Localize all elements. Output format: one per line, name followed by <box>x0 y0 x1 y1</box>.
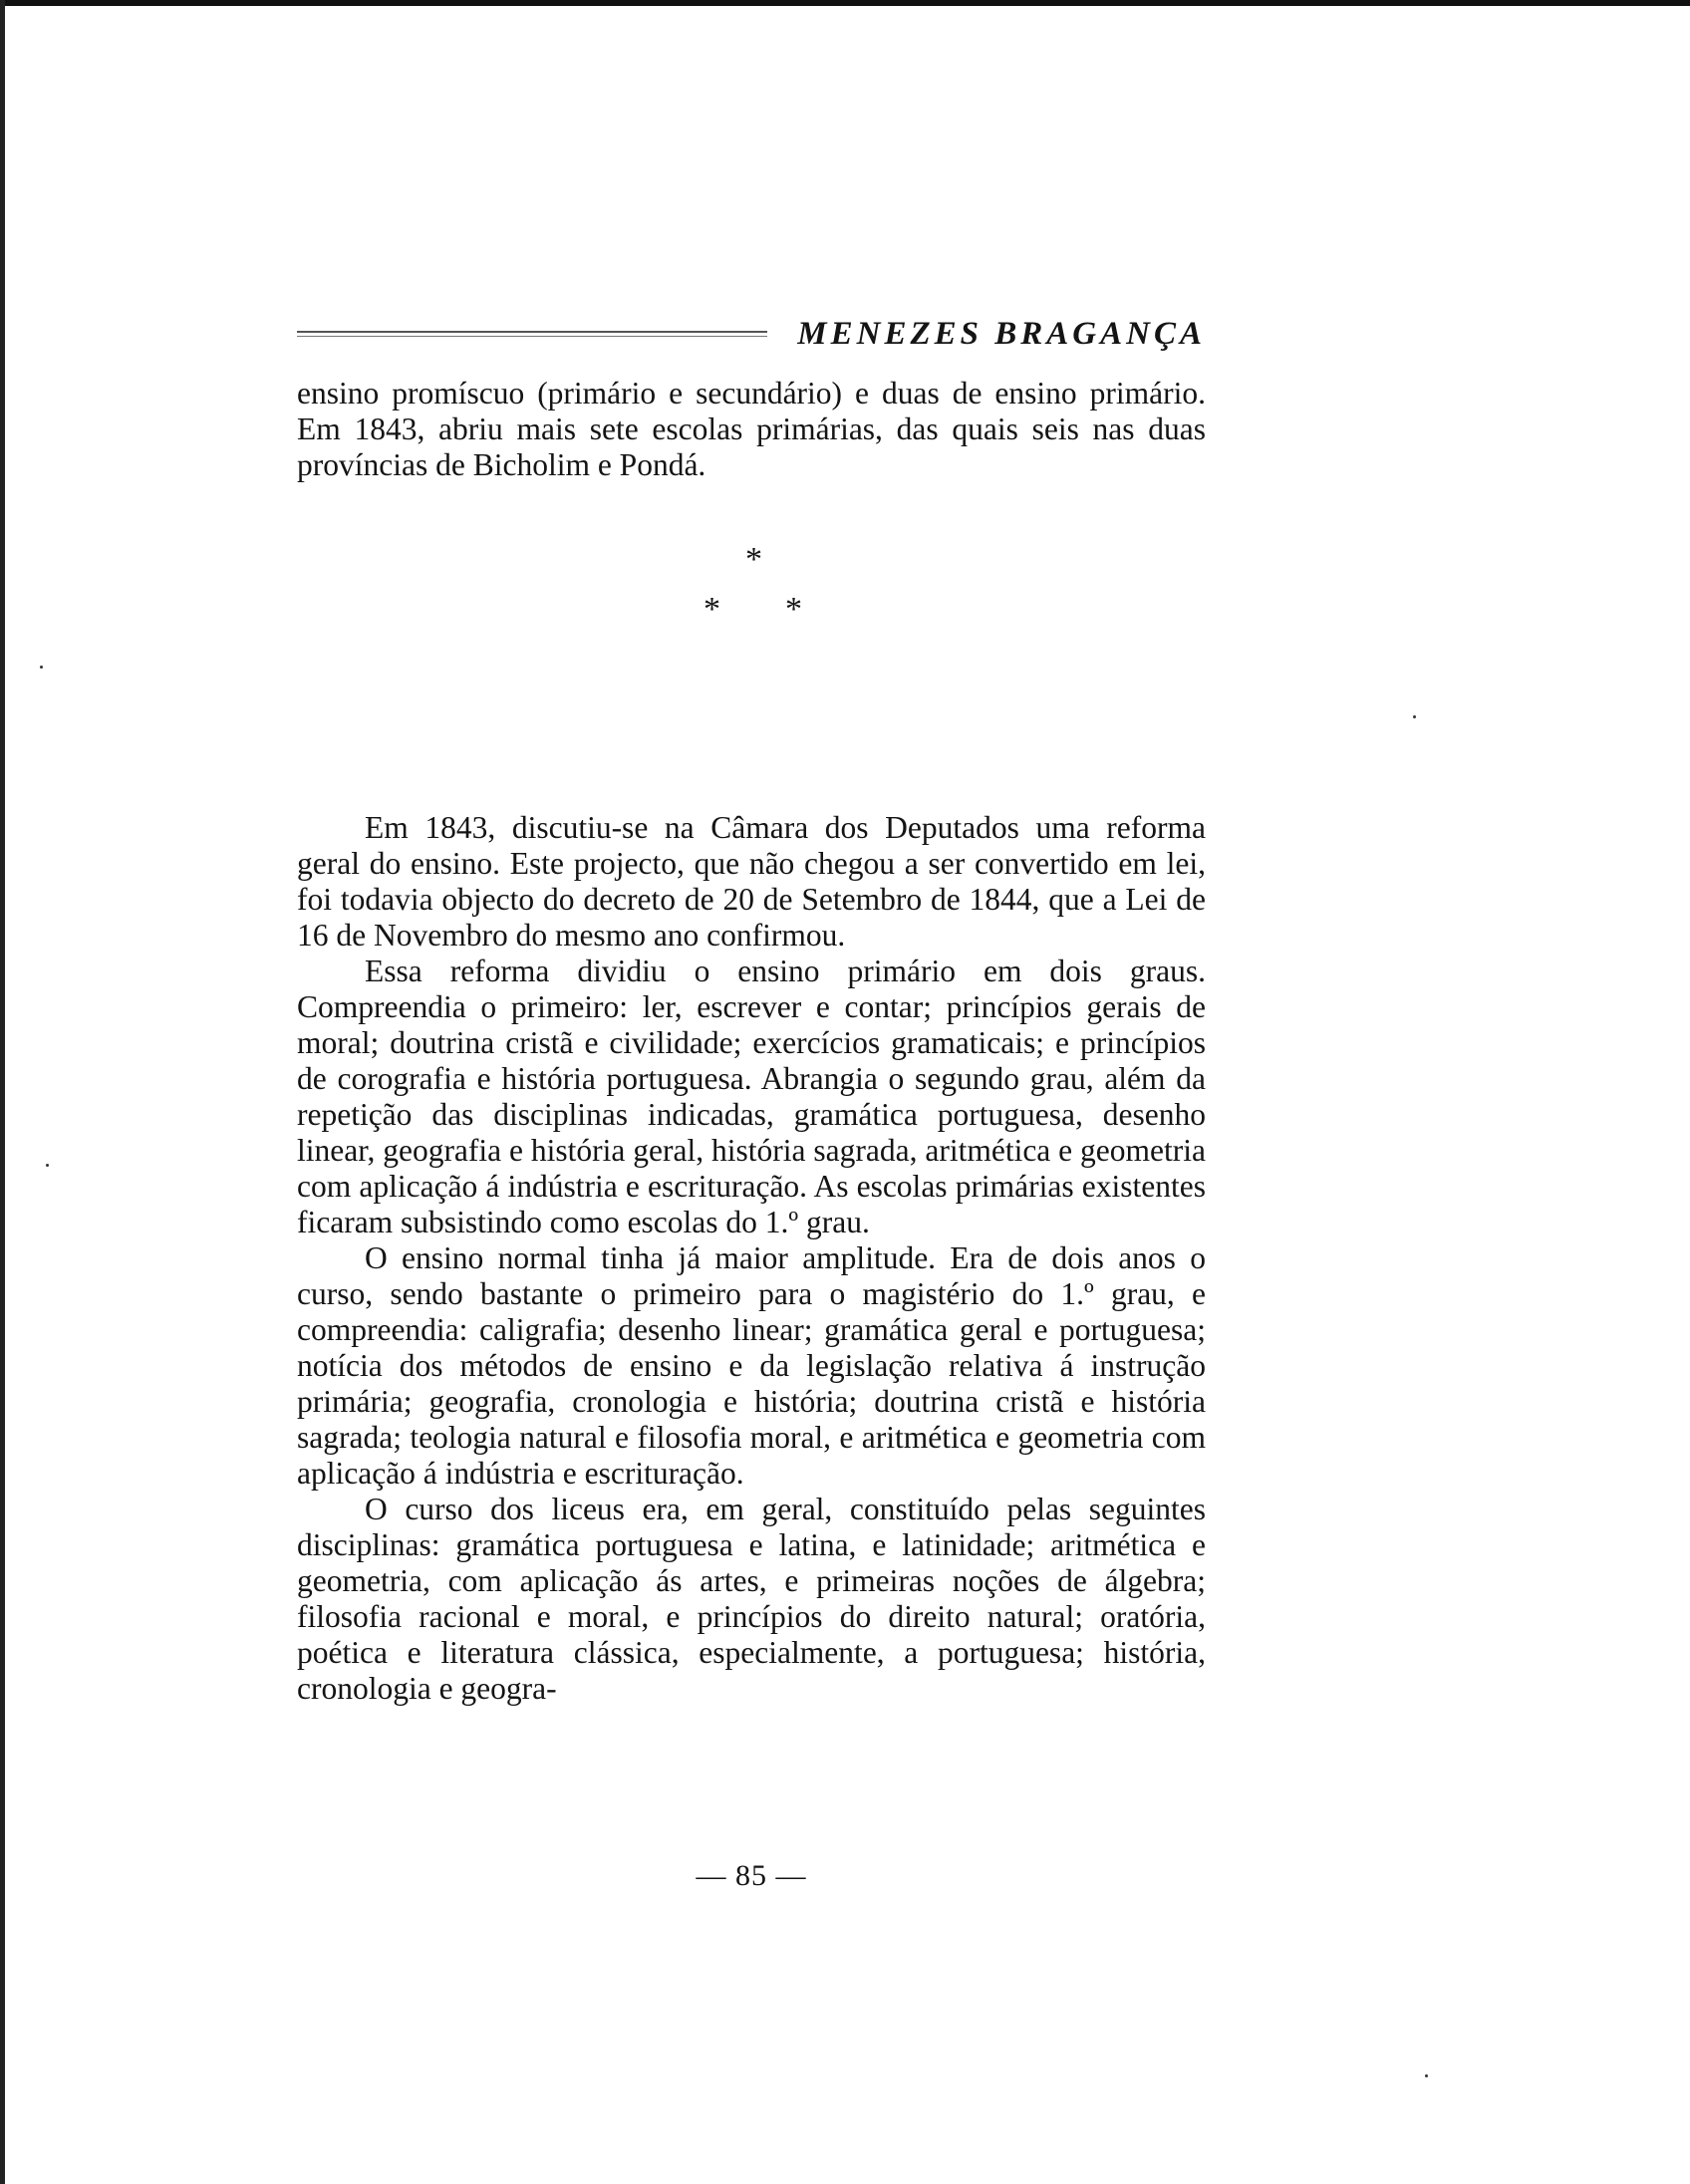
paragraph-lyceum-course: O curso dos liceus era, em geral, constituído pelas seguintes disciplinas: gramática portuguesa e latina, e latinidade; aritmética e geometria, com aplicação ás artes, e primeiras noções de álgebra; filosofia racional e moral, e princípios do direito natural; oratória, poética e literatura clássica, especialmente, a portuguesa; história, cronologia e geogra- <box>297 1492 1206 1706</box>
scan-border-top <box>0 0 1690 6</box>
paragraph-normal-teaching: O ensino normal tinha já maior amplitude. Era de dois anos o curso, sendo bastante o primeiro para o magistério do 1.º grau, e compreendia: caligrafia; desenho linear; gramática geral e portuguesa; notícia dos métodos de ensino e da legislação relativa á instrução primária; geografia, cronologia e história; doutrina cristã e história sagrada; teologia natural e filosofia moral, e aritmética e geometria com aplicação á indústria e escrituração. <box>297 1240 1206 1491</box>
asterism-star-right: * <box>785 591 802 628</box>
scan-speck <box>40 666 43 669</box>
asterism-star-left: * <box>704 591 720 628</box>
header-rule <box>297 331 767 337</box>
paragraph-primary-grades: Essa reforma dividiu o ensino primário em dois graus. Compreendia o primeiro: ler, escrever e contar; princípios gerais de moral; doutrina cristã e civilidade; exercícios gramaticais; e princípios de corografia e história portuguesa. Abrangia o segundo grau, além da repetição das disciplinas indicadas, gramática portuguesa, desenho linear, geografia e história geral, história sagrada, aritmética e geometria com aplicação á indústria e escrituração. As escolas primárias existentes ficaram subsistindo como escolas do 1.º grau. <box>297 954 1206 1239</box>
running-header <box>297 309 1206 359</box>
page-number: — 85 — <box>696 1859 807 1892</box>
asterism-star-top: * <box>745 541 762 578</box>
book-page <box>297 309 1206 1892</box>
running-title: MENEZES BRAGANÇA <box>797 315 1206 352</box>
scan-border-left <box>0 0 5 2184</box>
paragraph-reform-1843: Em 1843, discutiu-se na Câmara dos Deputados uma reforma geral do ensino. Este projecto, que não chegou a ser convertido em lei, foi todavia objecto do decreto de 20 de Setembro de 1844, que a Lei de 16 de Novembro do mesmo ano confirmou. <box>297 810 1206 953</box>
scan-speck <box>1425 2074 1428 2077</box>
paragraph-continuation: ensino promíscuo (primário e secundário) e duas de ensino primário. Em 1843, abriu mais sete escolas primárias, das quais seis nas duas províncias de Bicholim e Pondá. <box>297 376 1206 482</box>
scan-speck <box>46 1164 49 1167</box>
scan-speck <box>1413 715 1416 718</box>
section-break-asterism <box>297 543 1206 692</box>
